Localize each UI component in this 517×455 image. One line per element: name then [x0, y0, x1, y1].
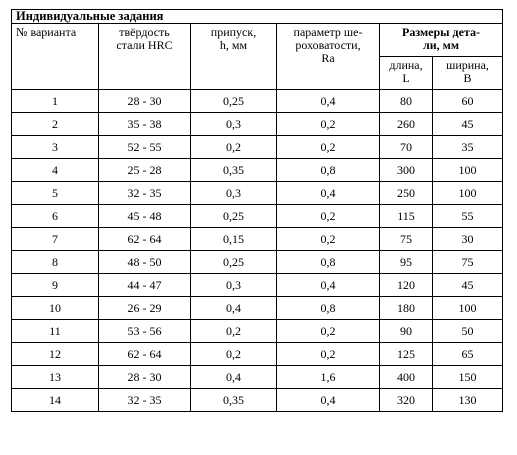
cell-width: 75 [433, 251, 503, 274]
cell-hardness: 44 - 47 [99, 274, 191, 297]
cell-length: 95 [380, 251, 433, 274]
cell-variant: 9 [12, 274, 99, 297]
header-length-line2: L [402, 71, 410, 85]
header-roughness [277, 24, 380, 90]
cell-hardness: 28 - 30 [99, 366, 191, 389]
cell-allowance: 0,2 [191, 343, 277, 366]
header-width-line2: B [463, 71, 472, 85]
cell-roughness: 0,2 [277, 136, 380, 159]
cell-hardness: 26 - 29 [99, 297, 191, 320]
cell-hardness: 28 - 30 [99, 90, 191, 113]
header-allowance-line2: h, мм [219, 38, 248, 52]
header-roughness-line2: роховатости, [295, 38, 361, 52]
header-width-line1: ширина, [446, 58, 489, 72]
cell-roughness: 0,4 [277, 182, 380, 205]
cell-variant: 6 [12, 205, 99, 228]
header-hardness-line2: стали HRC [116, 38, 173, 52]
cell-variant: 2 [12, 113, 99, 136]
cell-variant: 1 [12, 90, 99, 113]
cell-width: 60 [433, 90, 503, 113]
cell-roughness: 0,4 [277, 274, 380, 297]
cell-roughness: 0,8 [277, 297, 380, 320]
table-row [12, 320, 503, 343]
cell-allowance: 0,25 [191, 251, 277, 274]
cell-allowance: 0,15 [191, 228, 277, 251]
table-title: Индивидуальные задания [12, 10, 503, 24]
cell-roughness: 0,2 [277, 228, 380, 251]
table-row [12, 228, 503, 251]
table-row [12, 113, 503, 136]
cell-width: 150 [433, 366, 503, 389]
cell-width: 130 [433, 389, 503, 412]
table-body [12, 90, 503, 412]
header-dimensions [380, 24, 503, 57]
cell-width: 100 [433, 182, 503, 205]
cell-length: 90 [380, 320, 433, 343]
header-width [433, 57, 503, 90]
table-row [12, 182, 503, 205]
cell-roughness: 0,2 [277, 113, 380, 136]
cell-hardness: 53 - 56 [99, 320, 191, 343]
table-row [12, 343, 503, 366]
cell-hardness: 32 - 35 [99, 182, 191, 205]
cell-width: 45 [433, 274, 503, 297]
cell-length: 115 [380, 205, 433, 228]
header-variant-label: № варианта [16, 25, 77, 39]
cell-hardness: 62 - 64 [99, 343, 191, 366]
cell-width: 55 [433, 205, 503, 228]
cell-roughness: 0,4 [277, 90, 380, 113]
cell-hardness: 45 - 48 [99, 205, 191, 228]
cell-length: 70 [380, 136, 433, 159]
cell-allowance: 0,25 [191, 205, 277, 228]
cell-allowance: 0,2 [191, 320, 277, 343]
cell-width: 45 [433, 113, 503, 136]
table-row [12, 90, 503, 113]
header-dimensions-line1: Размеры дета- [402, 25, 480, 39]
cell-roughness: 0,2 [277, 343, 380, 366]
header-hardness [99, 24, 191, 90]
header-hardness-line1: твёрдость [119, 25, 170, 39]
cell-variant: 11 [12, 320, 99, 343]
table-row [12, 366, 503, 389]
cell-allowance: 0,3 [191, 182, 277, 205]
cell-length: 180 [380, 297, 433, 320]
cell-hardness: 35 - 38 [99, 113, 191, 136]
cell-width: 100 [433, 159, 503, 182]
cell-allowance: 0,3 [191, 113, 277, 136]
header-length-line1: длина, [389, 58, 423, 72]
cell-length: 120 [380, 274, 433, 297]
cell-variant: 12 [12, 343, 99, 366]
table-row [12, 136, 503, 159]
cell-roughness: 0,2 [277, 320, 380, 343]
header-roughness-line1: параметр ше- [293, 25, 363, 39]
header-roughness-line3: Ra [321, 51, 335, 65]
header-length [380, 57, 433, 90]
cell-hardness: 52 - 55 [99, 136, 191, 159]
cell-length: 400 [380, 366, 433, 389]
cell-hardness: 32 - 35 [99, 389, 191, 412]
cell-width: 30 [433, 228, 503, 251]
assignments-table [11, 9, 503, 412]
cell-variant: 8 [12, 251, 99, 274]
cell-allowance: 0,2 [191, 136, 277, 159]
cell-length: 75 [380, 228, 433, 251]
cell-length: 300 [380, 159, 433, 182]
header-allowance-line1: припуск, [210, 25, 257, 39]
cell-allowance: 0,35 [191, 389, 277, 412]
cell-allowance: 0,4 [191, 297, 277, 320]
header-allowance [191, 24, 277, 90]
table-row [12, 389, 503, 412]
cell-width: 50 [433, 320, 503, 343]
cell-hardness: 62 - 64 [99, 228, 191, 251]
table-row [12, 251, 503, 274]
cell-width: 100 [433, 297, 503, 320]
cell-length: 260 [380, 113, 433, 136]
cell-roughness: 0,4 [277, 389, 380, 412]
cell-length: 250 [380, 182, 433, 205]
cell-roughness: 1,6 [277, 366, 380, 389]
cell-hardness: 48 - 50 [99, 251, 191, 274]
cell-allowance: 0,35 [191, 159, 277, 182]
cell-width: 65 [433, 343, 503, 366]
table-row [12, 205, 503, 228]
cell-roughness: 0,8 [277, 251, 380, 274]
table-row [12, 297, 503, 320]
cell-width: 35 [433, 136, 503, 159]
header-variant [12, 24, 99, 90]
cell-allowance: 0,3 [191, 274, 277, 297]
cell-length: 320 [380, 389, 433, 412]
cell-allowance: 0,25 [191, 90, 277, 113]
cell-roughness: 0,8 [277, 159, 380, 182]
table-row [12, 159, 503, 182]
header-dimensions-line2: ли, мм [423, 38, 459, 52]
cell-variant: 4 [12, 159, 99, 182]
cell-allowance: 0,4 [191, 366, 277, 389]
cell-variant: 3 [12, 136, 99, 159]
cell-variant: 14 [12, 389, 99, 412]
cell-length: 80 [380, 90, 433, 113]
cell-hardness: 25 - 28 [99, 159, 191, 182]
cell-variant: 13 [12, 366, 99, 389]
cell-variant: 5 [12, 182, 99, 205]
cell-variant: 10 [12, 297, 99, 320]
cell-variant: 7 [12, 228, 99, 251]
cell-length: 125 [380, 343, 433, 366]
table-row [12, 274, 503, 297]
cell-roughness: 0,2 [277, 205, 380, 228]
